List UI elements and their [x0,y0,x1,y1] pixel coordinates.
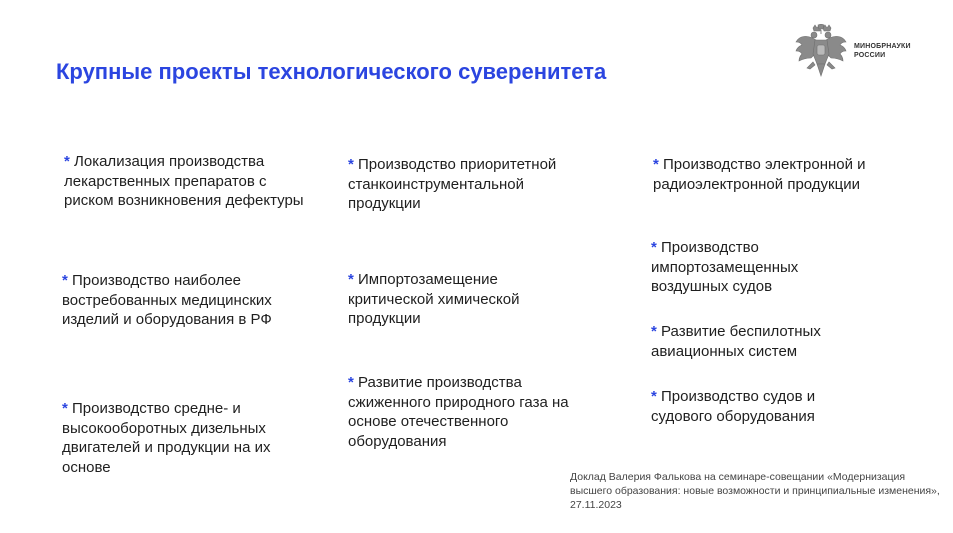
project-item [653,155,908,194]
ministry-logo [793,24,923,80]
project-text: Производство судов и судового оборудования [651,388,816,425]
bullet-star-icon: * [651,388,657,405]
project-text: Локализация производства лекарственных препаратов с риском возникновения дефектуры [64,153,304,209]
source-note: Доклад Валерия Фалькова на семинаре-совещании «Модернизация высшего образования: новые возможности и принципиальные изменения», 27.11.2023 [570,471,940,511]
project-text: Импортозамещение критической химической продукции [348,271,520,327]
project-item [348,155,573,214]
project-item [651,322,876,361]
double-headed-eagle-emblem-icon [793,24,849,80]
project-item [64,152,304,211]
project-text: Развитие производства сжиженного природного газа на основе отечественного оборудования [348,374,569,450]
bullet-star-icon: * [348,156,354,173]
project-text: Развитие беспилотных авиационных систем [651,323,821,360]
project-text: Производство электронной и радиоэлектронной продукции [653,156,866,193]
bullet-star-icon: * [64,153,70,170]
project-text: Производство приоритетной станкоинструментальной продукции [348,156,557,212]
logo-caption [854,42,911,60]
bullet-star-icon: * [651,239,657,256]
bullet-star-icon: * [653,156,659,173]
logo-line-2: РОССИИ [854,52,886,59]
project-text: Производство импортозамещенных воздушных судов [651,239,799,295]
bullet-star-icon: * [62,272,68,289]
bullet-star-icon: * [62,400,68,417]
project-text: Производство наиболее востребованных медицинских изделий и оборудования в РФ [62,272,272,328]
slide-title: Крупные проекты технологического суверенитета [56,59,607,84]
project-item [348,373,573,451]
project-item [651,238,871,297]
bullet-star-icon: * [651,323,657,340]
bullet-star-icon: * [348,374,354,391]
project-item [651,387,876,426]
project-item [348,270,573,329]
project-item [62,271,287,330]
project-text: Производство средне- и высокооборотных дизельных двигателей и продукции на их основе [62,400,271,476]
project-item [62,399,282,477]
logo-line-1: МИНОБРНАУКИ [854,43,911,50]
bullet-star-icon: * [348,271,354,288]
